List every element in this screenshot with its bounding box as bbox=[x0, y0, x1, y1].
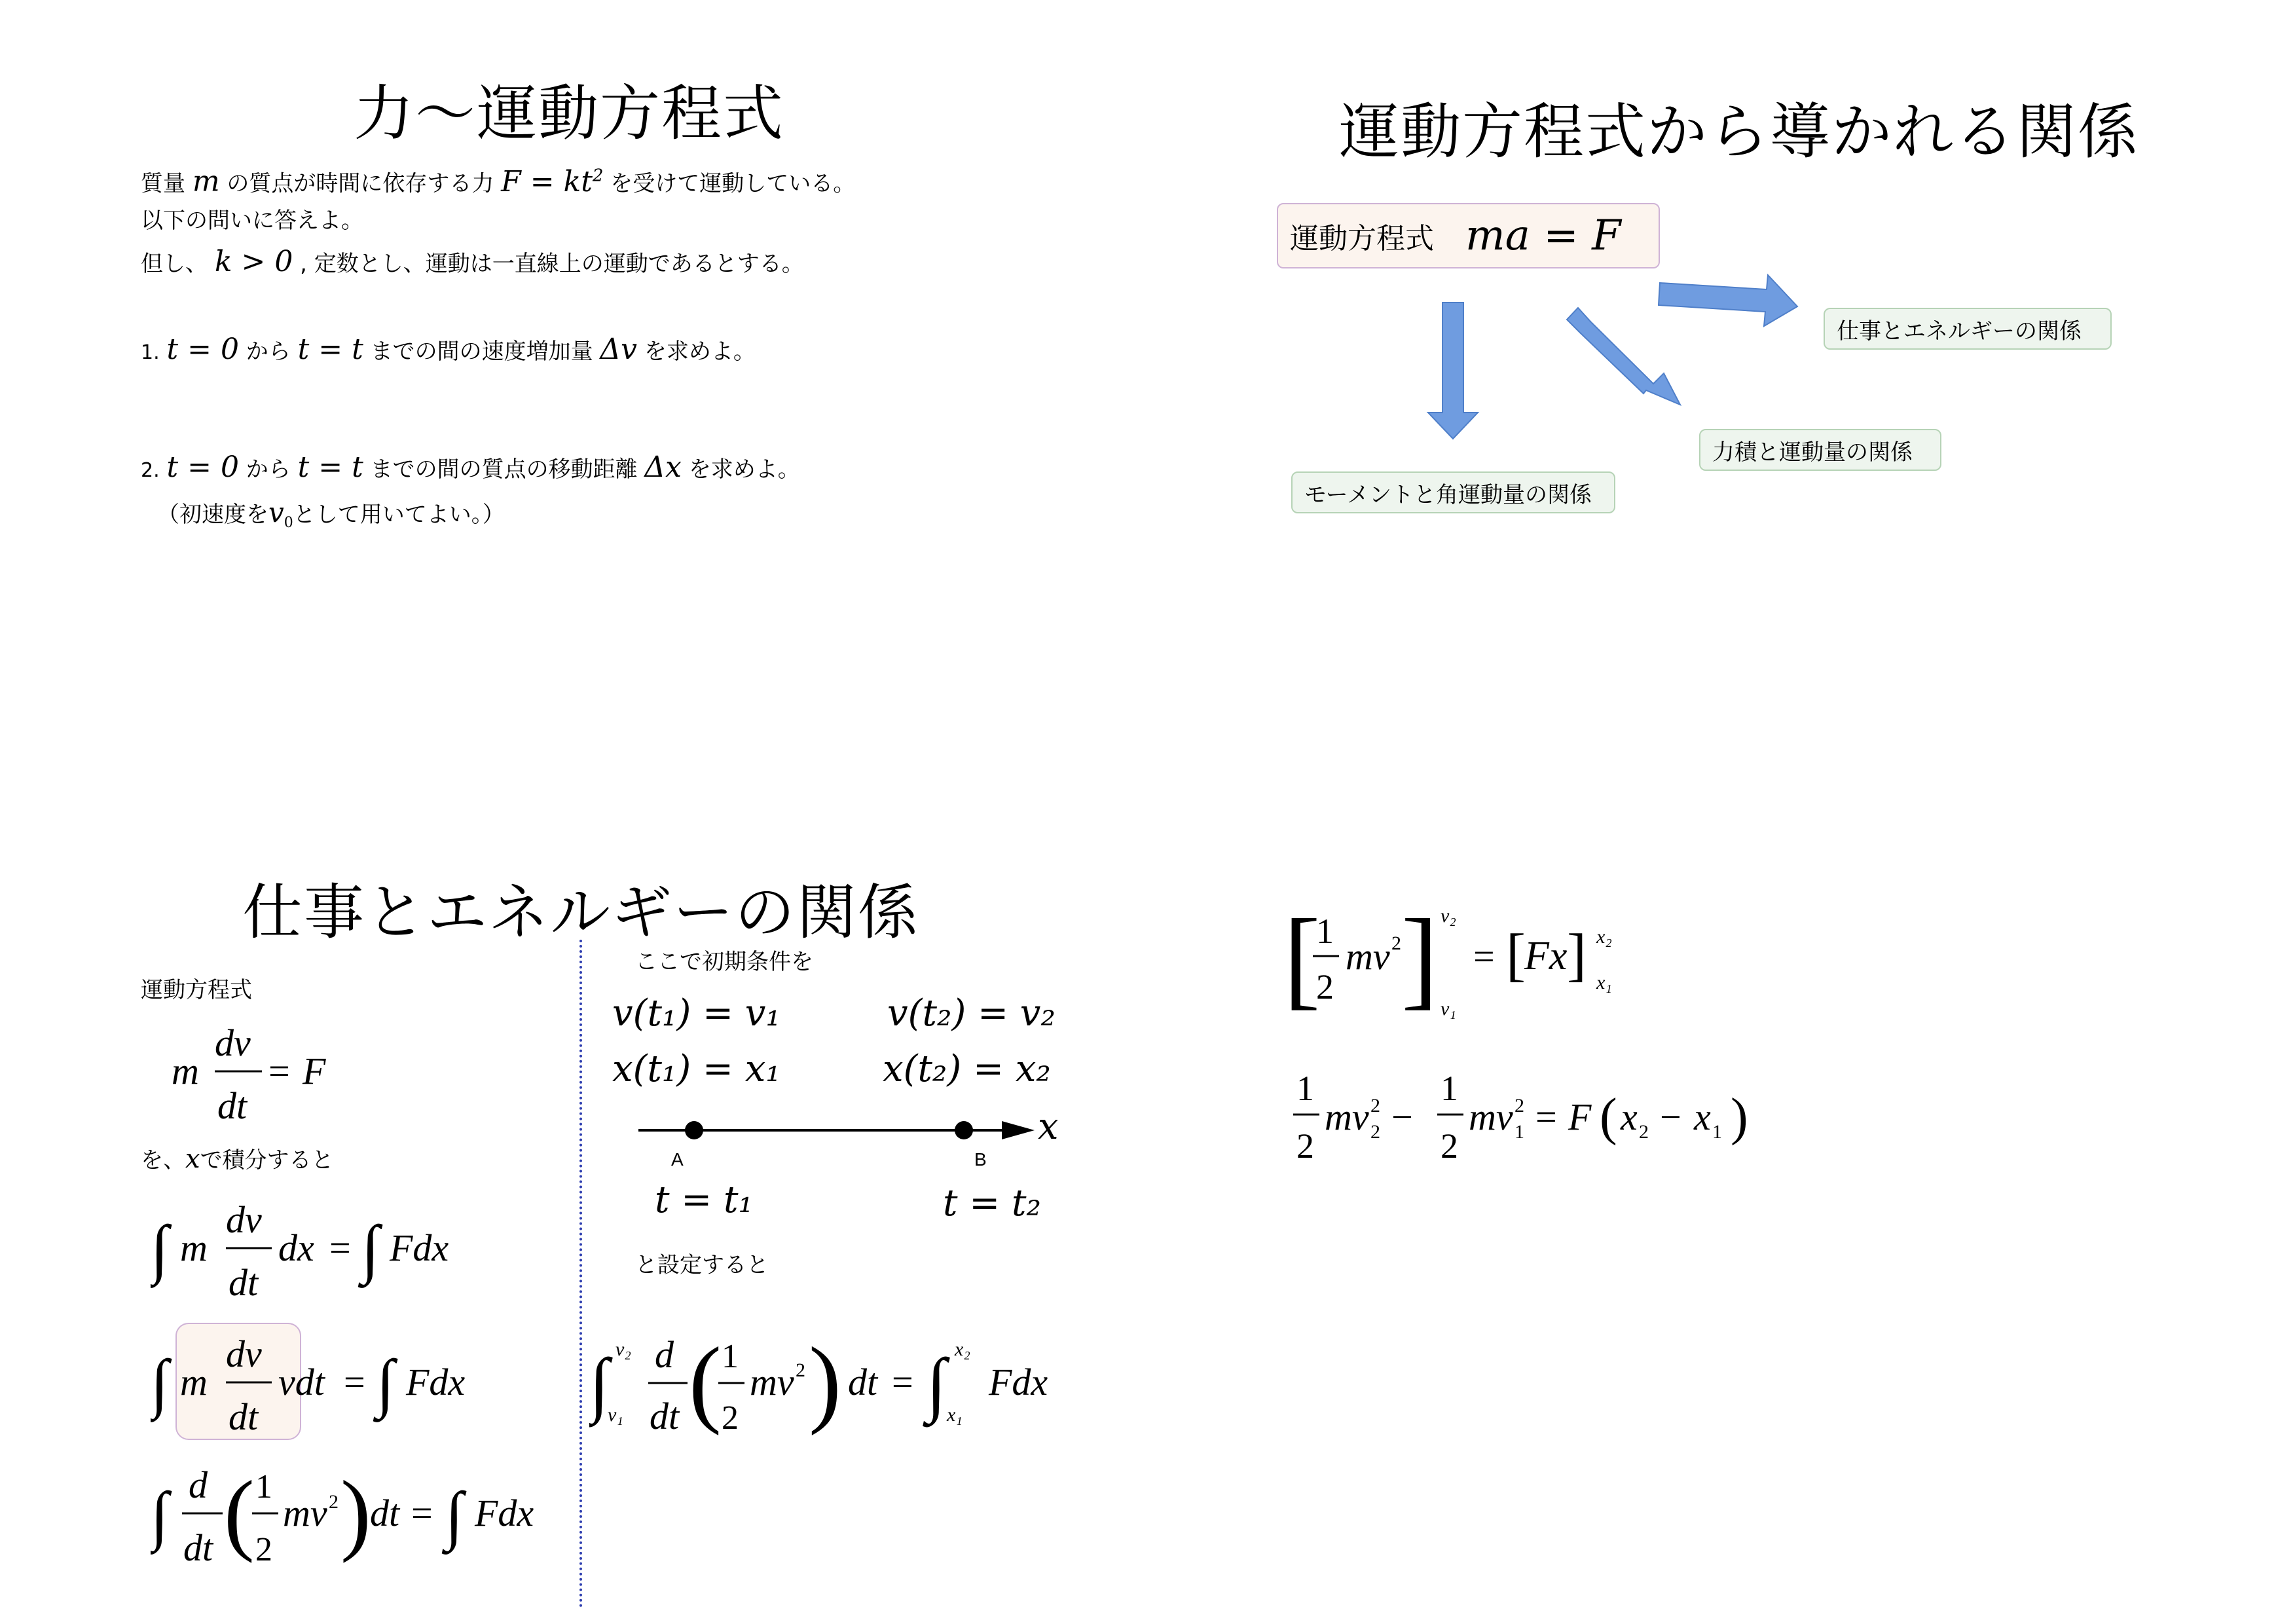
impulse-momentum-box bbox=[1699, 429, 1941, 471]
eq-dx: dx bbox=[278, 1227, 314, 1269]
k-condition: k > 0 bbox=[214, 245, 293, 278]
eom-label: 運動方程式 bbox=[141, 977, 252, 1003]
math-expr: t = t bbox=[297, 333, 363, 366]
paren-right: ) bbox=[809, 1327, 841, 1436]
question-number: 1. bbox=[141, 341, 160, 364]
eq-minus: − bbox=[1391, 1096, 1413, 1138]
eq-equals: = bbox=[268, 1050, 290, 1092]
point-a-marker bbox=[685, 1121, 703, 1139]
paren-right: ) bbox=[340, 1462, 371, 1564]
problem-line-2: 以下の問いに答えよ。 bbox=[141, 208, 363, 234]
label-text: を、 bbox=[141, 1147, 185, 1173]
point-b-label: B bbox=[974, 1149, 987, 1170]
work-energy-box bbox=[1824, 308, 2112, 350]
integral-sign: ∫ bbox=[927, 1344, 947, 1424]
math-expr: t = t bbox=[297, 451, 363, 484]
problem-text: の質点が時間に依存する力 bbox=[227, 170, 494, 197]
eq-equals: = bbox=[892, 1361, 913, 1403]
lower-limit-x1: x₁ bbox=[1596, 972, 1612, 993]
upper-limit-x2: x₂ bbox=[955, 1338, 970, 1360]
eq-mv: mv bbox=[1346, 935, 1390, 978]
point-b-marker bbox=[955, 1121, 973, 1139]
math-expr: Δx bbox=[644, 451, 682, 484]
eq-one: 1 bbox=[255, 1468, 272, 1505]
eq-two: 2 bbox=[1296, 1126, 1314, 1166]
integral-sign: ∫ bbox=[376, 1346, 395, 1419]
axis-arrowhead bbox=[1002, 1121, 1035, 1139]
eq-Fdx: Fdx bbox=[989, 1361, 1048, 1403]
eq-equals: = bbox=[1535, 1096, 1557, 1138]
eq-vdt: vdt bbox=[278, 1361, 325, 1403]
question-text: を求めよ。 bbox=[644, 339, 756, 365]
integral-sign: ∫ bbox=[151, 1479, 169, 1551]
eq-one: 1 bbox=[1441, 1069, 1458, 1108]
initial-velocity-symbol: v bbox=[268, 496, 284, 528]
paren-left: ( bbox=[1600, 1088, 1617, 1146]
force-formula-exponent: 2 bbox=[592, 166, 604, 185]
definite-integral-equation bbox=[589, 1323, 1074, 1454]
question-text: から bbox=[246, 339, 291, 365]
paren-right: ) bbox=[1731, 1088, 1748, 1146]
question-number: 2. bbox=[141, 459, 160, 482]
question-text: から bbox=[246, 456, 291, 483]
eq-dt: dt bbox=[370, 1492, 400, 1534]
problem-text: , 定数とし、運動は一直線上の運動であるとする。 bbox=[300, 251, 804, 277]
integral-equation-3 bbox=[151, 1457, 583, 1588]
eq-sup-2: 2 bbox=[1391, 932, 1401, 954]
eq-equals: = bbox=[411, 1492, 433, 1534]
eq-x2: x bbox=[1621, 1096, 1638, 1138]
eq-Fdx: Fdx bbox=[475, 1492, 534, 1534]
condition-x2: x(t₂) = x₂ bbox=[883, 1048, 1051, 1090]
column-divider bbox=[579, 940, 582, 1608]
eq-dt: dt bbox=[183, 1526, 213, 1569]
time-t2-label: t = t₂ bbox=[943, 1182, 1041, 1225]
eq-dt: dt bbox=[229, 1395, 259, 1438]
upper-limit-x2: x₂ bbox=[1596, 926, 1612, 948]
eq-dv: dv bbox=[226, 1198, 262, 1241]
note-text: として用いてよい。） bbox=[293, 502, 505, 528]
integral-sign: ∫ bbox=[361, 1212, 380, 1285]
integral-equation-2 bbox=[151, 1326, 491, 1444]
problem-text: 質量 bbox=[141, 170, 185, 197]
paren-left: ( bbox=[224, 1462, 255, 1564]
eq-equals: = bbox=[329, 1227, 351, 1269]
set-label: と設定すると bbox=[635, 1252, 769, 1278]
arrow-down bbox=[1428, 303, 1478, 439]
force-formula-body: F = kt bbox=[501, 164, 593, 198]
eq-two: 2 bbox=[255, 1531, 272, 1568]
question-text: までの間の質点の移動距離 bbox=[370, 456, 638, 483]
energy-equation bbox=[1293, 1061, 1804, 1179]
box-label: 仕事とエネルギーの関係 bbox=[1837, 318, 2082, 344]
bracket-equation bbox=[1283, 891, 1650, 1028]
time-t1-label: t = t₁ bbox=[655, 1179, 753, 1221]
mass-symbol: m bbox=[192, 164, 220, 198]
eq-dv: dv bbox=[215, 1022, 251, 1064]
point-a-label: A bbox=[671, 1149, 684, 1170]
lower-limit-v1: v₁ bbox=[1441, 998, 1456, 1020]
question-text: を求めよ。 bbox=[688, 456, 800, 483]
eq-mv: mv bbox=[1469, 1096, 1513, 1138]
upper-limit-v2: v₂ bbox=[615, 1338, 631, 1360]
initial-velocity-subscript: 0 bbox=[284, 514, 293, 531]
slide1-title: 力～運動方程式 bbox=[354, 79, 785, 149]
eq-sup-2: 2 bbox=[1370, 1095, 1380, 1116]
bracket-right: ] bbox=[1567, 923, 1587, 987]
box-label: 運動方程式 bbox=[1290, 222, 1434, 255]
label-text: で積分すると bbox=[200, 1147, 334, 1173]
eom-equation bbox=[164, 1015, 360, 1133]
integrate-label bbox=[141, 1146, 334, 1172]
axis-x-label: x bbox=[1038, 1105, 1059, 1148]
moment-angular-momentum-box bbox=[1291, 471, 1615, 513]
problem-text: 但し、 bbox=[141, 251, 208, 277]
eq-d: d bbox=[189, 1464, 208, 1506]
question-text: までの間の速度増加量 bbox=[370, 339, 593, 365]
lower-limit-v1: v₁ bbox=[608, 1404, 623, 1426]
eq-F: F bbox=[303, 1050, 326, 1092]
condition-x1: x(t₁) = x₁ bbox=[612, 1048, 780, 1090]
eq-equals: = bbox=[1473, 935, 1495, 978]
initial-condition-label: ここで初期条件を bbox=[635, 949, 813, 975]
eq-dt: dt bbox=[229, 1261, 259, 1304]
eq-dt: dt bbox=[650, 1395, 680, 1437]
eq-m: m bbox=[180, 1227, 208, 1269]
eq-one: 1 bbox=[1316, 912, 1334, 951]
note-text: （初速度を bbox=[157, 502, 268, 528]
x-symbol: x bbox=[185, 1144, 200, 1174]
eq-minus: − bbox=[1660, 1096, 1681, 1138]
math-expr: t = 0 bbox=[166, 451, 239, 484]
arrow-diagonal bbox=[1567, 308, 1680, 405]
eq-mv: mv bbox=[750, 1361, 794, 1403]
slide2-title: 運動方程式から導かれる関係 bbox=[1339, 97, 2140, 167]
eq-Fdx: Fdx bbox=[390, 1227, 449, 1269]
integral-sign: ∫ bbox=[445, 1479, 464, 1551]
box-equation: ma = F bbox=[1465, 212, 1621, 260]
eq-m: m bbox=[180, 1361, 208, 1403]
lower-limit-x1: x₁ bbox=[947, 1404, 963, 1426]
problem-text: を受けて運動している。 bbox=[610, 170, 856, 197]
eq-m: m bbox=[172, 1050, 199, 1092]
eq-sub-2: 2 bbox=[1639, 1121, 1649, 1143]
eq-equals: = bbox=[344, 1361, 365, 1403]
eq-sup-2: 2 bbox=[796, 1359, 805, 1381]
eq-Fx: Fx bbox=[1524, 934, 1568, 978]
eq-two: 2 bbox=[1316, 967, 1334, 1006]
position-axis bbox=[629, 1107, 1074, 1159]
eq-mv: mv bbox=[283, 1492, 327, 1534]
eq-sub-1: 1 bbox=[1712, 1121, 1722, 1143]
condition-v1: v(t₁) = v₁ bbox=[612, 992, 780, 1035]
eq-dt: dt bbox=[217, 1084, 248, 1127]
integral-sign: ∫ bbox=[151, 1346, 169, 1419]
arrow-right bbox=[1659, 275, 1797, 326]
eq-x1: x bbox=[1694, 1096, 1711, 1138]
condition-v2: v(t₂) = v₂ bbox=[887, 992, 1056, 1035]
upper-limit-v2: v₂ bbox=[1441, 905, 1456, 927]
integral-sign: ∫ bbox=[151, 1212, 169, 1285]
eq-one: 1 bbox=[722, 1338, 739, 1375]
integral-equation-1 bbox=[151, 1192, 491, 1310]
eq-two: 2 bbox=[722, 1399, 739, 1437]
box-label: モーメントと角運動量の関係 bbox=[1304, 481, 1592, 508]
eq-F: F bbox=[1568, 1096, 1592, 1138]
paren-left: ( bbox=[689, 1327, 722, 1436]
eq-dt: dt bbox=[848, 1361, 878, 1403]
math-expr: Δv bbox=[600, 333, 638, 366]
slide3-title: 仕事とエネルギーの関係 bbox=[242, 877, 920, 948]
eq-two: 2 bbox=[1441, 1126, 1458, 1166]
bracket-right: ] bbox=[1401, 896, 1439, 1020]
box-label: 力積と運動量の関係 bbox=[1712, 439, 1913, 466]
eq-sup-2: 2 bbox=[1515, 1095, 1524, 1116]
bracket-left: [ bbox=[1283, 896, 1321, 1020]
eq-dv: dv bbox=[226, 1333, 262, 1375]
math-expr: t = 0 bbox=[166, 333, 239, 366]
eq-mv: mv bbox=[1325, 1096, 1369, 1138]
eq-sub-1: 1 bbox=[1515, 1121, 1524, 1143]
bracket-left: [ bbox=[1506, 923, 1526, 987]
eq-sup-2: 2 bbox=[329, 1491, 339, 1513]
eq-Fdx: Fdx bbox=[406, 1361, 466, 1403]
eq-sub-2: 2 bbox=[1370, 1121, 1380, 1143]
eq-one: 1 bbox=[1296, 1069, 1314, 1108]
integral-sign: ∫ bbox=[589, 1344, 610, 1424]
eq-d: d bbox=[655, 1333, 674, 1376]
